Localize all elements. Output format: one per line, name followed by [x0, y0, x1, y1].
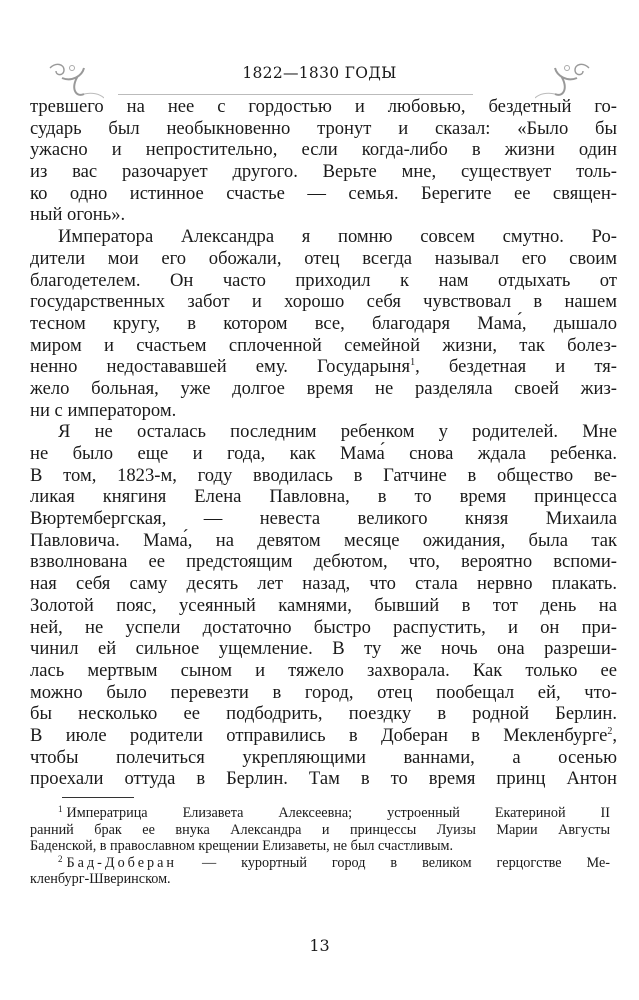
text-line — [30, 204, 617, 226]
line-text: можно было перевезти в город, отец пообещал ей, что- — [30, 681, 617, 703]
line-text: тревшего на нее с гордостью и любовью, бездетный го- — [30, 96, 617, 117]
line-text: чтобы полечиться укрепляющими ваннами, а осенью — [30, 746, 617, 768]
line-text: В июле родители отправились в Доберан в Мекленбурге — [30, 724, 608, 746]
line-text: сударь был необыкновенно тронут и сказал: «Было бы — [30, 117, 617, 139]
footnote-line — [30, 871, 610, 888]
line-text: ликая княгиня Елена Павловна, в то время принцесса — [30, 486, 617, 508]
line-text: из вас разочарует другого. Верьте мне, существует толь- — [30, 161, 617, 183]
text-line — [30, 118, 617, 140]
text-line — [30, 421, 617, 443]
line-text: Павловича. Мама́, на девятом месяце ожидания, была так — [30, 529, 617, 551]
text-line — [30, 139, 617, 161]
line-text: лась мертвым сыном и тяжело захворала. Как только ее — [30, 659, 617, 681]
line-text: дители мои его обожали, отец всегда называл его своим — [30, 247, 617, 269]
text-line — [30, 378, 617, 400]
text-line — [30, 768, 617, 790]
text-line — [30, 595, 617, 617]
body-text — [30, 96, 617, 790]
footnote-text: ранний брак ее внука Александра и принцессы Луизы Марии Августы — [30, 821, 610, 838]
line-text: Императора Александра я помню совсем смутно. Ро- — [58, 226, 617, 248]
footnote-line — [30, 838, 610, 855]
text-line — [30, 551, 617, 573]
text-line — [30, 747, 617, 769]
text-line — [30, 443, 617, 465]
text-line — [30, 161, 617, 183]
footnote-ref: 1 — [410, 357, 416, 369]
footnote-term: Бад-Доберан — [66, 854, 177, 871]
text-line — [30, 248, 617, 270]
footnote-line — [30, 805, 610, 822]
text-line — [30, 486, 617, 508]
text-line — [30, 638, 617, 660]
text-line — [30, 226, 617, 248]
line-text: Я не осталась последним ребенком у родителей. Мне — [58, 421, 617, 443]
line-text: ужасно и непростительно, если когда-либо в жизни один — [30, 139, 617, 161]
text-line — [30, 356, 617, 378]
right-ornament-icon — [535, 58, 597, 100]
line-text: Вюртембергская, — невеста великого князя Михаила — [30, 508, 617, 530]
line-text: бы несколько ее подбодрить, поездку в родной Берлин. — [30, 703, 617, 725]
text-line — [30, 530, 617, 552]
footnote-mark: 2 — [58, 853, 63, 864]
header-rule — [118, 94, 473, 95]
line-text: взволнована ее предстоящим дебютом, что, вероятно вспоми- — [30, 551, 617, 573]
line-text: В том, 1823-м, году вводилась в Гатчине в общество ве- — [30, 464, 617, 486]
text-line — [30, 96, 617, 118]
line-text: , — [612, 724, 617, 746]
line-text: ко одно истинное счастье — семья. Берегите ее священ- — [30, 182, 617, 204]
text-line — [30, 617, 617, 639]
text-line — [30, 703, 617, 725]
line-text: проехали оттуда в Берлин. Там в то время принц Антон — [30, 768, 617, 790]
running-title: 1822—1830 ГОДЫ — [242, 64, 397, 82]
line-text: благодетелем. Он часто приходил к нам отдыхать от — [30, 269, 617, 291]
line-text: государственных забот и хорошо себя чувствовал в нашем — [30, 291, 617, 313]
footnote-text: кленбург-Шверинском. — [30, 871, 171, 887]
footnotes — [30, 805, 610, 888]
footnote-text: Баденской, в православном крещении Елизаветы, не был счастливым. — [30, 838, 454, 854]
page-number: 13 — [309, 936, 330, 955]
line-text: ная себя саму десять лет назад, что стала нервно плакать. — [30, 573, 617, 595]
footnote-line — [30, 822, 610, 839]
text-line — [30, 660, 617, 682]
text-line — [30, 682, 617, 704]
text-line — [30, 291, 617, 313]
footnote-mark: 1 — [58, 804, 63, 814]
text-line — [30, 508, 617, 530]
text-line — [30, 725, 617, 747]
line-text: чинил ей сильное ущемление. В ту же ночь она разреши- — [30, 638, 617, 660]
text-line — [30, 335, 617, 357]
line-text: ный огонь». — [30, 204, 126, 226]
footnote-text: — курортный город в великом герцогстве Ме- — [176, 854, 610, 871]
line-text: , бездетная и тя- — [415, 356, 617, 378]
text-line — [30, 270, 617, 292]
line-text: тесном кругу, в котором все, благодаря Мама́, дышало — [30, 312, 617, 334]
footnote-line — [30, 855, 610, 872]
line-text: жело больная, уже долгое время не разделяла своей жиз- — [30, 377, 617, 399]
running-header — [0, 52, 639, 102]
line-text: ней, не успели достаточно быстро распустить, и он при- — [30, 616, 617, 638]
footnote-text: Императрица Елизавета Алексеевна; устроенный Екатериной II — [66, 805, 610, 821]
text-line — [30, 465, 617, 487]
text-line — [30, 183, 617, 205]
text-line — [30, 400, 617, 422]
line-text: ни с императором. — [30, 399, 177, 421]
footnote-separator — [62, 797, 134, 798]
footnote-ref: 2 — [607, 725, 613, 737]
line-text: не было еще и года, как Мама́ снова ждала ребенка. — [30, 443, 617, 464]
text-line — [30, 573, 617, 595]
text-line — [30, 313, 617, 335]
line-text: миром и счастьем сплоченной семейной жизни, так болез- — [30, 334, 617, 356]
line-text: ненно недостававшей ему. Государыня — [30, 356, 411, 378]
line-text: Золотой пояс, усеянный камнями, бывший в тот день на — [30, 594, 617, 616]
